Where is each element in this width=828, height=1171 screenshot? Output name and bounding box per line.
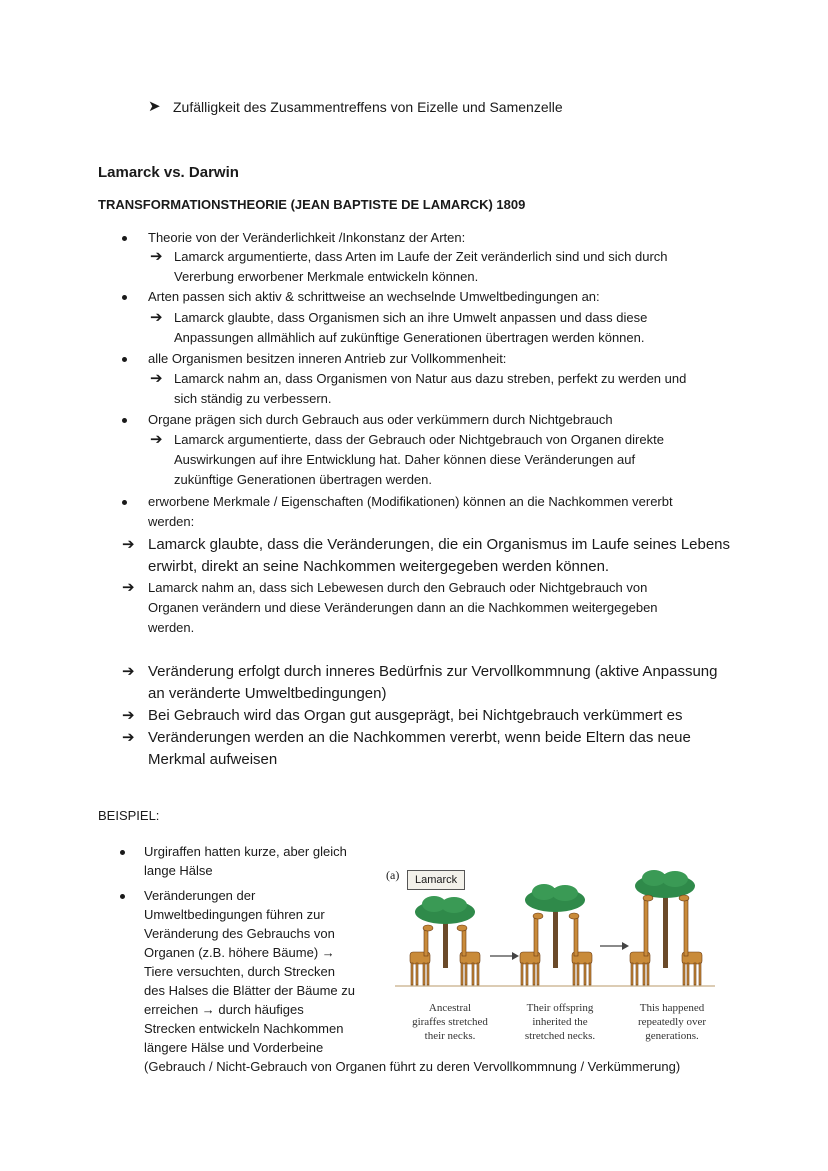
generation-arrow-icon — [490, 952, 519, 960]
caption-line: inherited the — [532, 1016, 588, 1028]
figure-caption — [500, 1001, 620, 1043]
bullet-text: Organe prägen sich durch Gebrauch aus oder verkümmern durch Nichtgebrauch — [148, 412, 613, 427]
caption-line: generations. — [645, 1030, 699, 1042]
sub-line: Lamarck glaubte, dass Organismen sich an ihre Umwelt anpassen und dass diese — [174, 310, 648, 325]
bullet-dot-icon — [120, 894, 125, 899]
arrow-right-icon: ➔ — [122, 729, 135, 746]
sub-line: zukünftige Generationen übertragen werden. — [174, 472, 433, 487]
bullet-text: erworbene Merkmale / Eigenschaften (Modifikationen) können an die Nachkommen vererbt — [148, 494, 673, 509]
sub-line: sich ständig zu verbessern. — [174, 391, 332, 406]
arrow-line: Veränderungen werden an die Nachkommen vererbt, wenn beide Eltern das neue — [148, 729, 691, 746]
bullet-text: alle Organismen besitzen inneren Antrieb zur Vollkommenheit: — [148, 351, 507, 366]
sub-line: Vererbung erworbener Merkmale entwickeln können. — [174, 269, 479, 284]
caption-line: repeatedly over — [637, 1016, 707, 1028]
example-line: Veränderung des Gebrauchs von — [144, 926, 335, 941]
arrow-right-icon: ➔ — [122, 663, 135, 680]
bullet-text: Arten passen sich aktiv & schrittweise an wechselnde Umweltbedingungen an: — [148, 289, 600, 304]
caption-line: Ancestral — [428, 1002, 472, 1014]
bullet-text: Theorie von der Veränderlichkeit /Inkonstanz der Arten: — [148, 230, 466, 245]
sub-line: Lamarck argumentierte, dass der Gebrauch oder Nichtgebrauch von Organen direkte — [174, 432, 664, 447]
example-line: Strecken entwickeln Nachkommen — [144, 1021, 344, 1036]
arrow-line: Lamarck nahm an, dass sich Lebewesen durch den Gebrauch oder Nichtgebrauch von — [148, 580, 648, 595]
arrow-right-icon: ➔ — [150, 248, 163, 265]
giraffe-icon — [410, 925, 433, 985]
caption-line: This happened — [639, 1002, 705, 1014]
example-line: Veränderungen der — [144, 888, 256, 903]
sub-line: Anpassungen allmählich auf zukünftige Generationen übertragen werden können. — [174, 330, 645, 345]
bullet-dot-icon — [120, 850, 125, 855]
arrow-line: Organen verändern und diese Veränderungen dann an die Nachkommen weitergegeben — [148, 600, 658, 615]
giraffe-icon — [457, 925, 480, 985]
caption-line: stretched necks. — [524, 1030, 596, 1042]
arrow-line: werden. — [148, 620, 195, 635]
arrow-line: an veränderte Umweltbedingungen) — [148, 685, 387, 702]
caption-line: giraffes stretched — [412, 1016, 488, 1028]
arrow-line: Bei Gebrauch wird das Organ gut ausgeprägt, bei Nichtgebrauch verkümmert es — [148, 707, 683, 724]
subsection-title: TRANSFORMATIONSTHEORIE (JEAN BAPTISTE DE LAMARCK) 1809 — [98, 197, 526, 212]
arrow-right-icon: ➔ — [122, 707, 135, 724]
example-final-line: (Gebrauch / Nicht-Gebrauch von Organen führt zu deren Vervollkommnung / Verkümmerung) — [144, 1059, 681, 1074]
bullet-dot-icon — [122, 418, 127, 423]
arrow-right-icon: ➔ — [122, 536, 135, 553]
panel-label: (a) — [386, 868, 400, 882]
arrow-right-icon: ➔ — [150, 431, 163, 448]
example-line: längere Hälse und Vorderbeine — [144, 1040, 324, 1055]
generation-arrow-icon — [600, 942, 629, 950]
figure-caption — [612, 1001, 732, 1043]
example-line: Organen (z.B. höhere Bäume) → — [144, 945, 335, 960]
arrow-line: Veränderung erfolgt durch inneres Bedürfnis zur Vervollkommnung (aktive Anpassung — [148, 663, 718, 680]
arrow-line: Lamarck glaubte, dass die Veränderungen, die ein Organismus im Laufe seines Lebens — [148, 536, 731, 553]
bullet-dot-icon — [122, 295, 127, 300]
arrow-right-icon: ➔ — [150, 309, 163, 326]
example-line: Urgiraffen hatten kurze, aber gleich — [144, 844, 347, 859]
arrow-right-icon: ➔ — [122, 579, 135, 596]
example-line: Tiere versuchten, durch Strecken — [144, 964, 335, 979]
arrow-line: Merkmal aufweisen — [148, 751, 278, 768]
example-line: lange Hälse — [144, 863, 213, 878]
sub-line: Lamarck argumentierte, dass Arten im Laufe der Zeit veränderlich sind und sich durch — [174, 249, 668, 264]
bullet-dot-icon — [122, 500, 127, 505]
lamarck-giraffe-figure — [380, 860, 730, 1050]
top-item-text: Zufälligkeit des Zusammentreffens von Eizelle und Samenzelle — [173, 99, 563, 115]
example-line: Umweltbedingungen führen zur — [144, 907, 325, 922]
lamarck-box-label: Lamarck — [407, 870, 465, 890]
figure-caption — [390, 1001, 510, 1043]
arrowhead-bullet-icon: ➤ — [148, 98, 161, 115]
bullet-dot-icon — [122, 357, 127, 362]
giraffe-icon — [630, 895, 653, 985]
giraffe-icon — [569, 913, 592, 985]
example-line: erreichen → durch häufiges — [144, 1002, 304, 1017]
bullet-text: werden: — [148, 514, 195, 529]
giraffe-icon — [679, 895, 702, 985]
arrow-line: erwirbt, direkt an seine Nachkommen weitergegeben werden können. — [148, 558, 610, 575]
example-heading: BEISPIEL: — [98, 808, 160, 823]
caption-line: their necks. — [424, 1030, 476, 1042]
caption-line: Their offspring — [526, 1002, 594, 1014]
bullet-dot-icon — [122, 236, 127, 241]
example-line: des Halses die Blätter der Bäume zu — [144, 983, 355, 998]
giraffe-illustration — [380, 860, 730, 1000]
sub-line: Lamarck nahm an, dass Organismen von Natur aus dazu streben, perfekt zu werden und — [174, 371, 687, 386]
sub-line: Auswirkungen auf ihre Entwicklung hat. Daher können diese Veränderungen auf — [174, 452, 636, 467]
giraffe-icon — [520, 913, 543, 985]
section-title: Lamarck vs. Darwin — [98, 164, 239, 181]
arrow-right-icon: ➔ — [150, 370, 163, 387]
